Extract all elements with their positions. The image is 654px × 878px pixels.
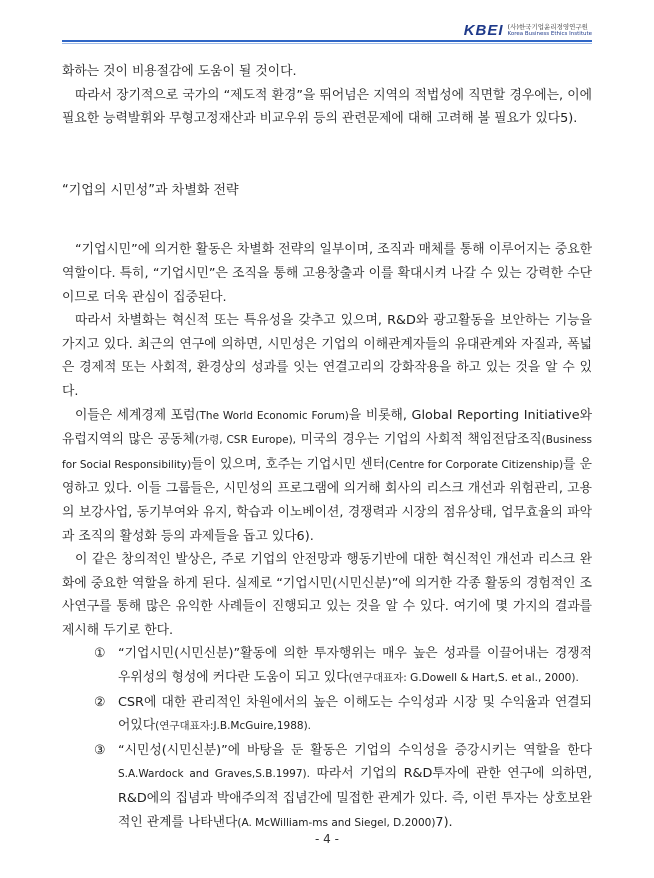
list-item	[62, 739, 592, 835]
paragraph-corporate-citizen: “기업시민”에 의거한 활동은 차별화 전략의 일부이며, 조직과 매체를 통해 이루어지는 중요한 역할이다. 특히, “기업시민”은 조직을 통해 고용창출과 이를 확대시켜 나갈 수 있는 강력한 수단이므로 더욱 관심이 집중된다.	[62, 242, 592, 305]
finding-footnote: 7).	[435, 814, 453, 830]
p3-text-c: 을 비롯해, Global Reporting Initiative와 유럽지역의 많은 공동체	[62, 407, 592, 448]
logo-mark: KBEI	[463, 22, 504, 39]
p3-text-i: 를 운영하고 있다. 이들 그룹들은, 시민성의 프로그램에 의거해 회사의 리스크 개선과 위험관리, 고용의 보강사업, 동기부여와 유지, 학습과 이노베이션, 경쟁력과 시장의 점유상태, 업무효율의 파악과 조직의 활성화 등의 과제들을 돕고 있다6).	[62, 456, 593, 544]
paragraph-continued: 화하는 것이 비용절감에 도움이 될 것이다.	[62, 64, 297, 79]
list-item-text	[118, 642, 592, 690]
list-item-text	[118, 691, 592, 739]
finding-text: “시민성(시민신분)”에 바탕을 둔 활동은 기업의 수익성을 증강시키는 역할을 한다	[118, 742, 592, 758]
p3-bsr: (Business for Social Responsibility)	[62, 434, 592, 471]
page-header	[62, 18, 592, 42]
finding-citation: (연구대표자: G.Dowell & Hart,S. et al., 2000).	[348, 672, 579, 685]
list-number: ①	[94, 646, 106, 662]
logo-org-kr: (사)한국기업윤리경영연구원	[507, 23, 588, 31]
finding-text: CSR에 대한 관리적인 차원에서의 높은 이해도는 수익성과 시장 및 수익율과 연결되어있다	[118, 694, 592, 734]
paragraph-differentiation: 따라서 차별화는 혁신적 또는 특유성을 갖추고 있으며, R&D와 광고활동을 보안하는 기능을 가지고 있다. 최근의 연구에 의하면, 시민성은 기업의 이해관계자들의 유대관계와 자질과, 폭넓은 경제적 또는 사회적, 환경상의 성과를 잇는 연결고리의 강화작용을 하고 있는 것을 알 수 있다.	[62, 313, 592, 399]
logo-org-en: Korea Business Ethics Institute	[507, 30, 592, 37]
institute-logo	[464, 22, 592, 39]
document-body	[62, 60, 592, 835]
list-item	[62, 691, 592, 739]
p3-wef: (The World Economic Forum)	[195, 409, 349, 422]
paragraph-organizations	[62, 404, 592, 549]
p3-csr-europe: (가령, CSR Europe),	[194, 434, 296, 447]
list-item-text	[118, 739, 592, 835]
p3-text-g: 들이 있으며, 호주는 기업시민 센터	[191, 456, 385, 472]
list-number: ②	[94, 694, 106, 710]
p3-text-e: 미국의 경우는 기업의 사회적 책임전담조직	[296, 432, 542, 448]
paragraph-findings-intro: 이 같은 창의적인 발상은, 주로 기업의 안전망과 행동기반에 대한 혁신적인 개선과 리스크 완화에 중요한 역할을 하게 된다. 실제로 “기업시민(시민신분)”에 의거한 각종 활동의 경험적인 조사연구를 통해 많은 유익한 사례들이 진행되고 있는 것을 알 수 있다. 여기에 몇 가지의 결과를 제시해 두기로 한다.	[62, 552, 592, 638]
list-item	[62, 642, 592, 690]
header-rule-thin	[62, 43, 592, 44]
findings-list	[62, 642, 592, 835]
header-rule	[62, 40, 592, 42]
p3-ccc: (Centre for Corporate Citizenship)	[384, 458, 564, 471]
finding-text: “기업시민(시민신분)”활동에 의한 투자행위는 매우 높은 성과를 이끌어내는 경쟁적 우위성의 형성에 커다란 도움이 되고 있다	[118, 646, 592, 686]
finding-citation: S.A.Wardock and Graves,S.B.1997).	[118, 768, 310, 781]
paragraph-local-legitimacy: 따라서 장기적으로 국가의 “제도적 환경”을 뛰어넘은 지역의 적법성에 직면할 경우에는, 이에 필요한 능력발휘와 무형고정재산과 비교우위 등의 관련문제에 대해 고려해 볼 필요가 있다5).	[62, 87, 592, 127]
page-number: - 4 -	[315, 832, 339, 846]
logo-text	[508, 24, 592, 37]
finding-citation-2: (A. McWilliam-ms and Siegel, D.2000)	[237, 816, 436, 829]
list-number: ③	[94, 742, 106, 758]
finding-citation: (연구대표자:J.B.McGuire,1988).	[155, 720, 311, 733]
section-title: “기업의 시민성”과 차별화 전략	[62, 182, 239, 198]
finding-text-continued: 따라서 기업의 R&D투자에 관한 연구에 의하면, R&D에의 집념과 박애주의적 집념간에 밀접한 관계가 있다. 즉, 이런 투자는 상호보완적인 관계를 나타낸다	[118, 766, 592, 830]
p3-text-a: 이들은 세계경제 포럼	[75, 407, 196, 423]
